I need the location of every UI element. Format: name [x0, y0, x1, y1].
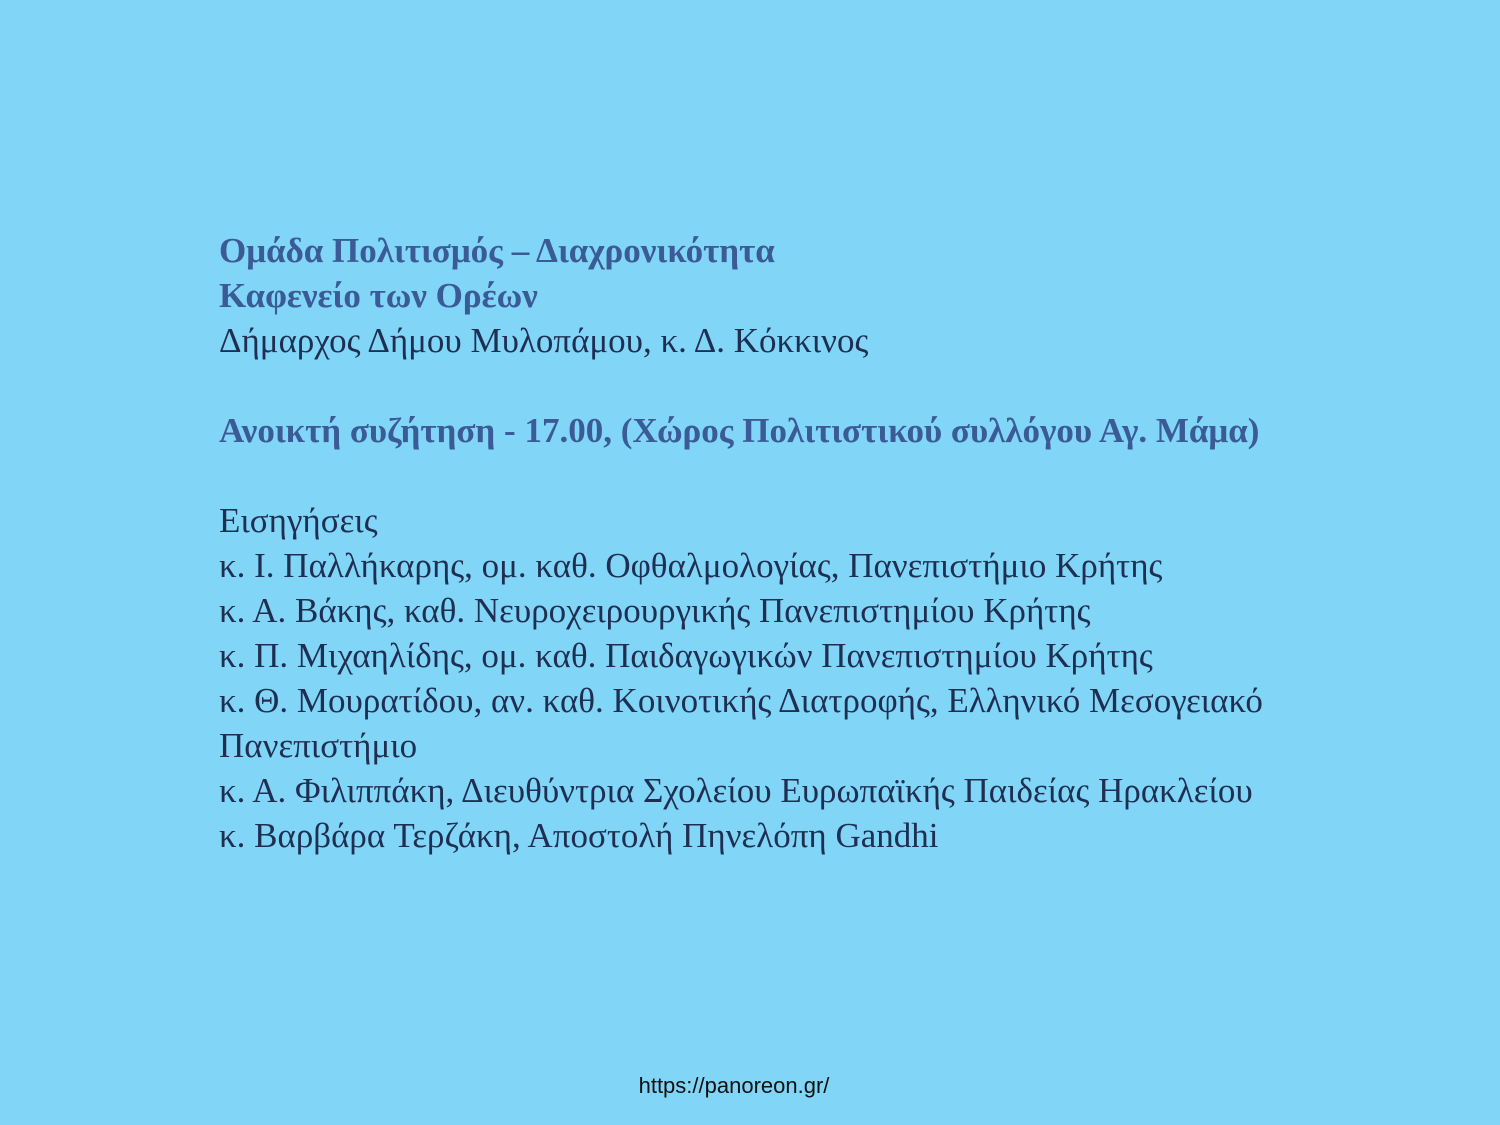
speaker-line: κ. Α. Φιλιππάκη, Διευθύντρια Σχολείου Ευρωπαϊκής Παιδείας Ηρακλείου — [219, 771, 1253, 810]
speaker-line: κ. Π. Μιχαηλίδης, ομ. καθ. Παιδαγωγικών Πανεπιστημίου Κρήτης — [219, 636, 1153, 675]
slide-content — [219, 228, 1459, 858]
speaker-line-continuation: Πανεπιστήμιο — [219, 726, 418, 765]
footer-url[interactable]: https://panoreon.gr/ — [638, 1073, 830, 1098]
spacer — [219, 363, 1459, 408]
talks-heading: Εισηγήσεις — [219, 501, 378, 540]
group-title: Ομάδα Πολιτισμός – Διαχρονικότητα — [219, 231, 775, 270]
venue-title: Καφενείο των Ορέων — [219, 276, 538, 315]
speaker-line: κ. Ι. Παλλήκαρης, ομ. καθ. Οφθαλμολογίας, Πανεπιστήμιο Κρήτης — [219, 546, 1163, 585]
speaker-line: κ. Βαρβάρα Τερζάκη, Αποστολή Πηνελόπη Gandhi — [219, 816, 939, 855]
spacer — [219, 453, 1459, 498]
host-line: Δήμαρχος Δήμου Μυλοπάμου, κ. Δ. Κόκκινος — [219, 321, 869, 360]
speaker-line: κ. Α. Βάκης, καθ. Νευροχειρουργικής Πανεπιστημίου Κρήτης — [219, 591, 1091, 630]
speaker-line: κ. Θ. Μουρατίδου, αν. καθ. Κοινοτικής Διατροφής, Ελληνικό Μεσογειακό — [219, 681, 1263, 720]
session-title: Ανοικτή συζήτηση - 17.00, (Χώρος Πολιτιστικού συλλόγου Αγ. Μάμα) — [219, 411, 1260, 450]
